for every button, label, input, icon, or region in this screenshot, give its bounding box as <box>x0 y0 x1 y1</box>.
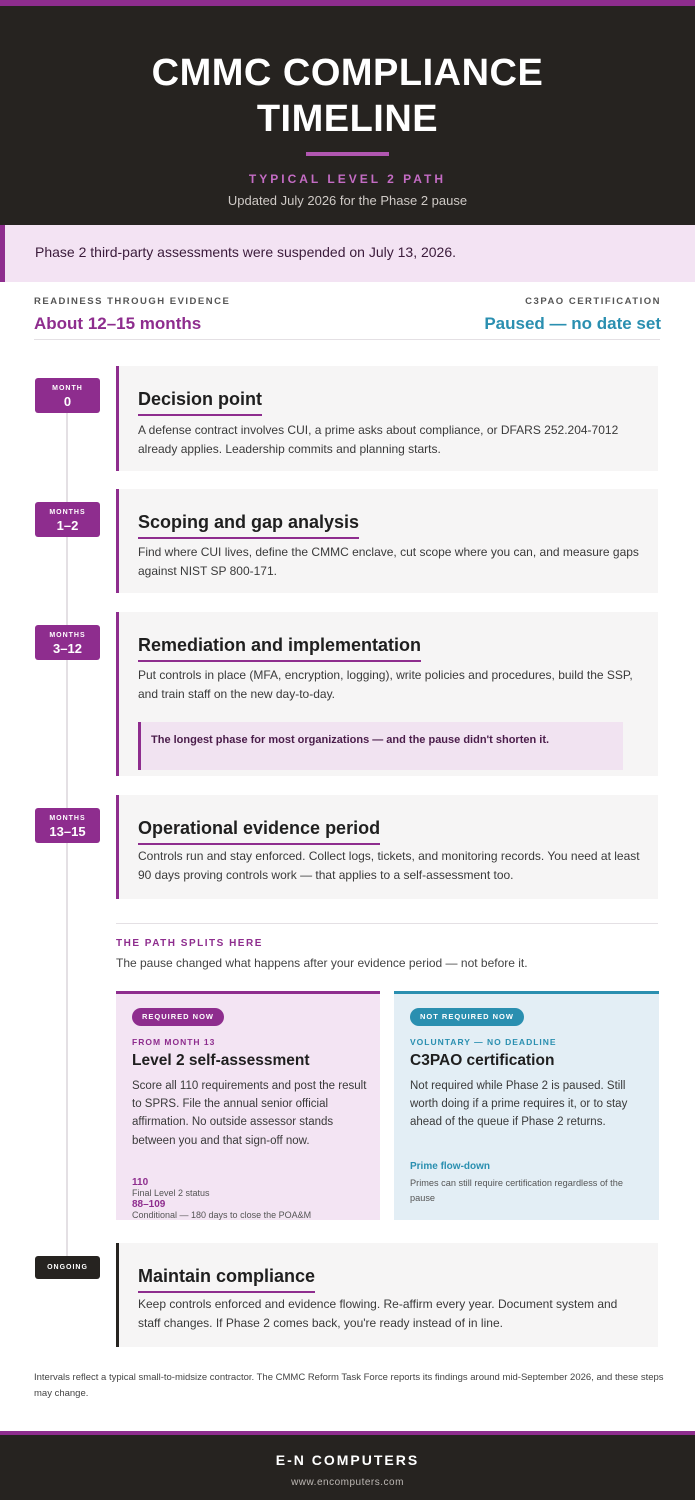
required-path-box <box>116 991 380 1220</box>
certification-value: Paused — no date set <box>484 314 661 333</box>
header-kicker: TYPICAL LEVEL 2 PATH <box>248 172 447 186</box>
score-full: 110 <box>132 1177 149 1188</box>
score-conditional-desc: Conditional — 180 days to close the POA&M <box>132 1210 312 1220</box>
badge-unit: MONTHS <box>49 815 86 822</box>
badge-range: 0 <box>63 394 72 409</box>
pause-alert-banner <box>0 225 695 282</box>
certification-stat <box>484 296 661 334</box>
step-card-remediation <box>116 612 658 776</box>
badge-range: 13–15 <box>49 824 86 839</box>
step-badge-months-3-12 <box>35 625 100 660</box>
step-title: Operational evidence period <box>138 818 380 845</box>
split-divider <box>116 923 658 924</box>
footer-url[interactable]: www.encomputers.com <box>291 1477 404 1488</box>
title-line-2: TIMELINE <box>256 98 439 140</box>
title-underline <box>306 152 389 156</box>
voluntary-path-box <box>394 991 659 1220</box>
required-now-pill: REQUIRED NOW <box>132 1008 224 1026</box>
voluntary-kicker: VOLUNTARY — NO DEADLINE <box>410 1037 557 1047</box>
score-full-desc: Final Level 2 status <box>132 1188 210 1198</box>
step-title: Decision point <box>138 389 262 416</box>
footer-brand: E-N COMPUTERS <box>275 1452 420 1468</box>
step-badge-month-0 <box>35 378 100 413</box>
header-subtitle: Updated July 2026 for the Phase 2 pause <box>227 193 468 208</box>
readiness-label: READINESS THROUGH EVIDENCE <box>34 296 231 307</box>
certification-label: C3PAO CERTIFICATION <box>525 296 661 307</box>
required-title: Level 2 self-assessment <box>132 1052 310 1069</box>
step-badge-months-1-2 <box>35 502 100 537</box>
step-body: Find where CUI lives, define the CMMC enclave, cut scope where you can, and measure gaps against NIST SP 800-171. <box>138 545 639 578</box>
badge-unit: MONTH <box>52 385 83 392</box>
step-card-maintain <box>116 1243 658 1347</box>
footnote: Intervals reflect a typical small-to-midsize contractor. The CMMC Reform Task Force reports its findings around mid-September 2026, and these steps may change. <box>34 1372 664 1399</box>
step-body: Controls run and stay enforced. Collect logs, tickets, and monitoring records. You need at least 90 days proving controls work — that applies to a self-assessment too. <box>138 849 640 882</box>
badge-range: 1–2 <box>56 518 79 533</box>
step-badge-months-13-15 <box>35 808 100 843</box>
step-title: Remediation and implementation <box>138 635 421 662</box>
longest-phase-callout <box>138 722 623 770</box>
required-kicker: FROM MONTH 13 <box>132 1037 216 1047</box>
flow-down-title: Prime flow-down <box>410 1161 490 1172</box>
voluntary-title: C3PAO certification <box>410 1052 555 1069</box>
badge-range: 3–12 <box>53 641 82 656</box>
stats-divider <box>34 339 660 340</box>
alert-text: Phase 2 third-party assessments were suspended on July 13, 2026. <box>35 244 457 260</box>
step-title: Maintain compliance <box>138 1266 315 1293</box>
flow-down-desc: Primes can still require certification regardless of the pause <box>410 1178 623 1203</box>
split-description: The pause changed what happens after your evidence period — not before it. <box>116 956 528 970</box>
split-kicker: THE PATH SPLITS HERE <box>116 938 263 949</box>
step-body: Keep controls enforced and evidence flowing. Re-affirm every year. Document system and staff changes. If Phase 2 comes back, you're ready instead of in line. <box>138 1297 618 1330</box>
step-badge-ongoing <box>35 1256 100 1279</box>
readiness-value: About 12–15 months <box>34 314 202 333</box>
title-line-1: CMMC COMPLIANCE <box>151 52 544 94</box>
not-required-pill: NOT REQUIRED NOW <box>410 1008 524 1026</box>
step-card-decision-point <box>116 366 658 471</box>
badge-unit: MONTHS <box>49 509 86 516</box>
page-title <box>0 50 695 142</box>
score-conditional: 88–109 <box>132 1199 166 1210</box>
step-body: A defense contract involves CUI, a prime asks about compliance, or DFARS 252.204-7012 already applies. Leadership commits and planning starts. <box>138 423 619 456</box>
badge-label: ONGOING <box>47 1264 88 1271</box>
page-header <box>0 6 695 225</box>
step-card-evidence-period <box>116 795 658 899</box>
badge-unit: MONTHS <box>49 632 86 639</box>
step-card-scoping <box>116 489 658 593</box>
voluntary-body: Not required while Phase 2 is paused. Still worth doing if a prime requires it, or to stay ahead of the queue if Phase 2 returns. <box>410 1080 628 1129</box>
sprs-score-list <box>132 1177 382 1221</box>
page-footer <box>0 1431 695 1500</box>
readiness-stat <box>34 296 230 334</box>
step-body: Put controls in place (MFA, encryption, logging), write policies and procedures, build the SSP, and train staff on the new day-to-day. <box>138 668 633 701</box>
callout-text: The longest phase for most organizations — and the pause didn't shorten it. <box>151 734 550 746</box>
required-body: Score all 110 requirements and post the result to SPRS. File the annual senior official affirmation. No outside assessor stands between you and that sign-off now. <box>132 1080 367 1147</box>
step-title: Scoping and gap analysis <box>138 512 359 539</box>
